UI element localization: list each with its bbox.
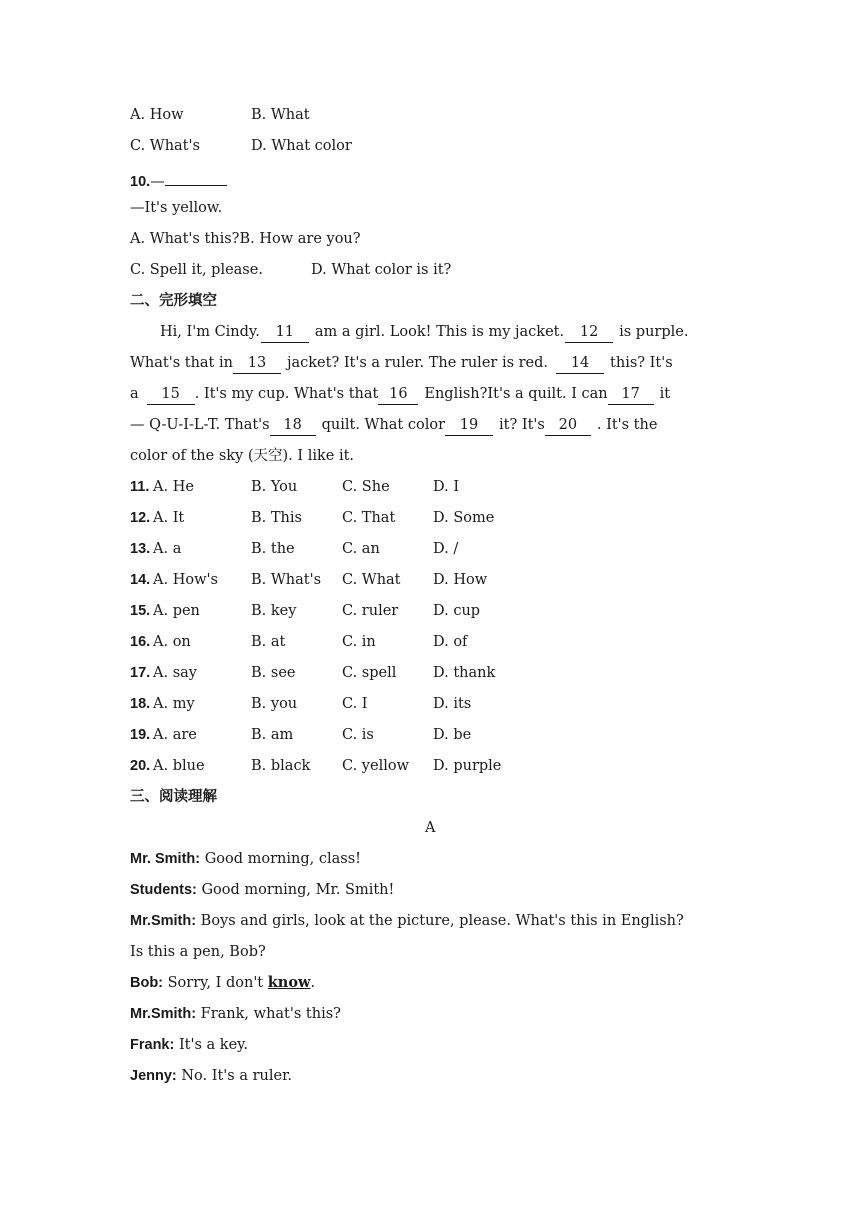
option-d: D. How [433, 572, 488, 588]
passage-text: am a girl. Look! This is my jacket. [314, 324, 565, 340]
option-b: B. You [251, 479, 298, 495]
passage-text: quilt. What color [321, 417, 446, 433]
question-number: 14. [130, 572, 151, 588]
dash: — [150, 174, 165, 190]
blank-11: 11 [261, 324, 309, 343]
option-c: C. spell [342, 665, 397, 681]
question-number: 16. [130, 634, 151, 650]
option-b: B. you [251, 696, 298, 712]
question-number: 11. [130, 479, 150, 495]
option-b: B. see [251, 665, 296, 681]
question-number: 19. [130, 727, 151, 743]
speaker-name: Mr.Smith: [130, 1006, 197, 1022]
q10-stem [130, 167, 227, 190]
q10-options-row-1 [130, 229, 361, 249]
option-d: D. purple [433, 758, 502, 774]
cloze-line-3 [130, 384, 670, 404]
option-c: C. She [342, 479, 390, 495]
question-number: 12. [130, 510, 151, 526]
speaker-name: Frank: [130, 1037, 175, 1053]
question-number: 17. [130, 665, 151, 681]
option-a: A. blue [153, 758, 205, 774]
dialogue-text: Good morning, class! [204, 851, 361, 867]
option-d: D. cup [433, 603, 481, 619]
q10-option-d: D. What color is it? [311, 262, 452, 278]
passage-text: this? It's [610, 355, 673, 371]
option-b: B. key [251, 603, 297, 619]
answer-blank [165, 167, 227, 186]
dialogue-text: Good morning, Mr. Smith! [201, 882, 395, 898]
option-b: B. at [251, 634, 286, 650]
q9-option-d: D. What color [251, 138, 352, 154]
blank-13: 13 [233, 355, 281, 374]
option-d: D. Some [433, 510, 495, 526]
option-b: B. What's [251, 572, 322, 588]
dialogue-text: Sorry, I don't [167, 975, 264, 991]
passage-text: What's that in [130, 355, 233, 371]
option-c: C. ruler [342, 603, 399, 619]
option-a: A. are [153, 727, 197, 743]
q9-option-b: B. What [251, 107, 310, 123]
blank-15: 15 [147, 386, 195, 405]
option-c: C. What [342, 572, 401, 588]
option-a: A. say [153, 665, 197, 681]
q9-option-c: C. What's [130, 138, 200, 154]
blank-12: 12 [565, 324, 613, 343]
passage-text: English?It's a quilt. I can [424, 386, 608, 402]
option-b: B. the [251, 541, 295, 557]
dialogue-line [130, 880, 394, 900]
cloze-line-5: color of the sky (天空). I like it. [130, 448, 355, 464]
option-c: C. an [342, 541, 380, 557]
blank-17: 17 [608, 386, 654, 405]
q10-option-b: B. How are you? [239, 231, 361, 247]
passage-text: — Q-U-I-L-T. That's [130, 417, 270, 433]
question-number: 15. [130, 603, 151, 619]
underlined-word: know [267, 974, 311, 991]
dialogue-text-end: . [310, 975, 316, 991]
option-c: C. in [342, 634, 376, 650]
dialogue-text: No. It's a ruler. [181, 1068, 293, 1084]
dialogue-continuation: Is this a pen, Bob? [130, 944, 266, 960]
question-number: 13. [130, 541, 151, 557]
passage-text: . It's my cup. What's that [194, 386, 379, 402]
blank-19: 19 [445, 417, 493, 436]
option-a: A. How's [153, 572, 218, 588]
option-c: C. That [342, 510, 396, 526]
q9-option-a: A. How [130, 107, 184, 123]
question-number: 10. [130, 174, 151, 190]
cloze-line-4 [130, 415, 657, 435]
passage-text: jacket? It's a ruler. The ruler is red. [286, 355, 549, 371]
option-c: C. is [342, 727, 374, 743]
blank-16: 16 [378, 386, 418, 405]
cloze-line-1 [160, 322, 688, 342]
q10-option-a: A. What's this? [130, 231, 240, 247]
blank-14: 14 [556, 355, 604, 374]
section-heading-cloze: 二、完形填空 [130, 293, 217, 309]
speaker-name: Jenny: [130, 1068, 177, 1084]
option-c: C. I [342, 696, 368, 712]
dialogue-text: It's a key. [178, 1037, 249, 1053]
speaker-name: Mr. Smith: [130, 851, 201, 867]
option-d: D. be [433, 727, 472, 743]
speaker-name: Mr.Smith: [130, 913, 197, 929]
blank-20: 20 [545, 417, 591, 436]
option-d: D. / [433, 541, 459, 557]
dialogue-line [130, 1066, 292, 1086]
passage-label: A [425, 820, 436, 836]
option-d: D. I [433, 479, 460, 495]
dialogue-text: Boys and girls, look at the picture, please. What's this in English? [200, 913, 684, 929]
option-a: A. It [153, 510, 185, 526]
option-b: B. black [251, 758, 311, 774]
passage-text: Hi, I'm Cindy. [160, 324, 260, 340]
dialogue-line [130, 973, 315, 993]
passage-text: it [659, 386, 671, 402]
dialogue-line [130, 1035, 248, 1055]
dialogue-text: Frank, what's this? [200, 1006, 341, 1022]
section-heading-reading: 三、阅读理解 [130, 789, 217, 805]
option-d: D. thank [433, 665, 496, 681]
passage-text: . It's the [596, 417, 658, 433]
option-c: C. yellow [342, 758, 409, 774]
question-number: 20. [130, 758, 151, 774]
option-b: B. This [251, 510, 302, 526]
option-b: B. am [251, 727, 294, 743]
dialogue-line [130, 911, 684, 931]
option-d: D. of [433, 634, 468, 650]
blank-18: 18 [270, 417, 316, 436]
speaker-name: Students: [130, 882, 197, 898]
cloze-line-2 [130, 353, 673, 373]
q10-option-c: C. Spell it, please. [130, 262, 263, 278]
passage-text: is purple. [619, 324, 689, 340]
option-a: A. He [153, 479, 194, 495]
passage-text: a [130, 386, 139, 402]
option-a: A. my [153, 696, 195, 712]
speaker-name: Bob: [130, 975, 164, 991]
passage-text: it? It's [499, 417, 545, 433]
option-a: A. pen [153, 603, 200, 619]
option-d: D. its [433, 696, 472, 712]
q10-response: —It's yellow. [130, 200, 223, 216]
option-a: A. a [153, 541, 182, 557]
dialogue-line [130, 1004, 341, 1024]
question-number: 18. [130, 696, 151, 712]
option-a: A. on [153, 634, 191, 650]
dialogue-line [130, 849, 361, 869]
